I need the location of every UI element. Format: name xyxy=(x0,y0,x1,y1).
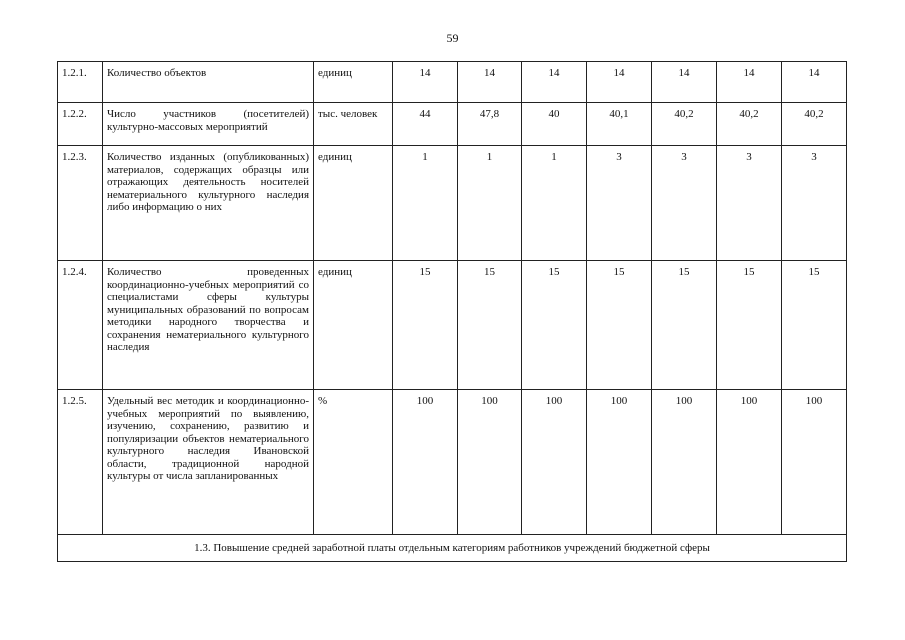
value-cell: 1 xyxy=(393,146,458,261)
table-row xyxy=(58,261,847,390)
value-cell: 100 xyxy=(522,390,587,535)
value-cell: 15 xyxy=(458,261,522,390)
value-cell: 15 xyxy=(587,261,652,390)
value-cell: 40,2 xyxy=(717,103,782,146)
value-cell: 3 xyxy=(652,146,717,261)
value-cell: 100 xyxy=(458,390,522,535)
indicator-description: Количество объектов xyxy=(103,62,314,103)
indicator-description: Количество изданных (опубликованных) материалов, содержащих образцы или отражающих деятельность носителей нематериального культурного наследия либо информацию о них xyxy=(103,146,314,261)
value-cell: 15 xyxy=(652,261,717,390)
value-cell: 14 xyxy=(652,62,717,103)
section-heading-row xyxy=(58,535,847,562)
value-cell: 15 xyxy=(522,261,587,390)
page-number: 59 xyxy=(446,31,459,45)
value-cell: 40 xyxy=(522,103,587,146)
table-row xyxy=(58,62,847,103)
unit-cell: % xyxy=(314,390,393,535)
row-number: 1.2.2. xyxy=(58,103,103,146)
value-cell: 15 xyxy=(393,261,458,390)
unit-cell: единиц xyxy=(314,62,393,103)
table-row xyxy=(58,146,847,261)
value-cell: 14 xyxy=(587,62,652,103)
value-cell: 40,2 xyxy=(782,103,847,146)
unit-cell: единиц xyxy=(314,261,393,390)
value-cell: 14 xyxy=(717,62,782,103)
row-number: 1.2.1. xyxy=(58,62,103,103)
value-cell: 47,8 xyxy=(458,103,522,146)
indicator-description: Удельный вес методик и координационно-учебных мероприятий по выявлению, изучению, сохранению, развитию и популяризации объектов нематериального культурного наследия Ивановской области, традиционной народной культуры от числа запланированных xyxy=(103,390,314,535)
indicator-description: Число участников (посетителей) культурно-массовых мероприятий xyxy=(103,103,314,146)
value-cell: 44 xyxy=(393,103,458,146)
value-cell: 3 xyxy=(717,146,782,261)
value-cell: 14 xyxy=(393,62,458,103)
value-cell: 40,2 xyxy=(652,103,717,146)
value-cell: 1 xyxy=(458,146,522,261)
row-number: 1.2.4. xyxy=(58,261,103,390)
value-cell: 14 xyxy=(458,62,522,103)
value-cell: 14 xyxy=(522,62,587,103)
table-row xyxy=(58,103,847,146)
value-cell: 3 xyxy=(782,146,847,261)
value-cell: 15 xyxy=(717,261,782,390)
value-cell: 100 xyxy=(587,390,652,535)
indicators-table xyxy=(57,61,847,562)
value-cell: 14 xyxy=(782,62,847,103)
indicator-description: Количество проведенных координационно-учебных мероприятий со специалистами сферы культуры муниципальных образований по вопросам методики народного творчества и сохранения нематериального культурного наследия xyxy=(103,261,314,390)
row-number: 1.2.3. xyxy=(58,146,103,261)
value-cell: 40,1 xyxy=(587,103,652,146)
value-cell: 100 xyxy=(652,390,717,535)
row-number: 1.2.5. xyxy=(58,390,103,535)
value-cell: 1 xyxy=(522,146,587,261)
value-cell: 100 xyxy=(782,390,847,535)
table-row xyxy=(58,390,847,535)
section-heading: 1.3. Повышение средней заработной платы отдельным категориям работников учреждений бюджетной сферы xyxy=(58,535,847,562)
unit-cell: тыс. человек xyxy=(314,103,393,146)
value-cell: 100 xyxy=(393,390,458,535)
value-cell: 3 xyxy=(587,146,652,261)
value-cell: 100 xyxy=(717,390,782,535)
value-cell: 15 xyxy=(782,261,847,390)
unit-cell: единиц xyxy=(314,146,393,261)
